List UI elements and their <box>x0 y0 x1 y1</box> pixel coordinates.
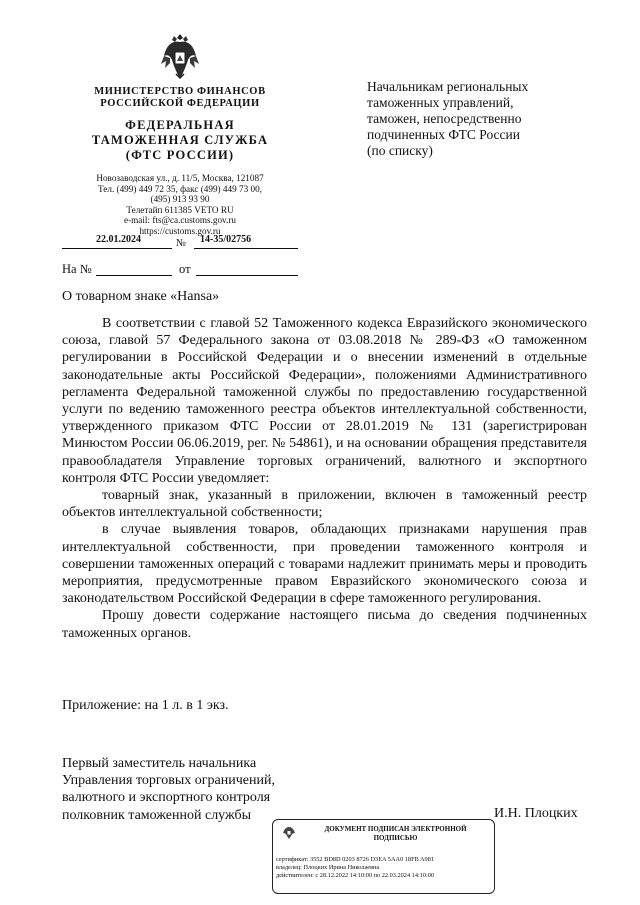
stamp-validity: действителен: с 28.12.2022 14:10:00 по 22.03.2024 14:10:00 <box>276 872 435 880</box>
ministry-line: МИНИСТЕРСТВО ФИНАНСОВ <box>94 86 266 97</box>
body-paragraph: товарный знак, указанный в приложении, включен в таможенный реестр объектов интеллектуальной собственности; <box>62 488 587 521</box>
reply-number-field <box>96 275 172 276</box>
reply-to-label: На № <box>62 262 92 276</box>
addressee-line: таможенных управлений, <box>367 95 514 110</box>
document-number: 14-35/02756 <box>200 234 252 245</box>
agency-line: ФЕДЕРАЛЬНАЯ <box>125 118 235 132</box>
agency-line: (ФТС РОССИИ) <box>125 148 235 162</box>
addressee-line: (по списку) <box>367 143 433 158</box>
addressee-line: таможен, непосредственно <box>367 111 522 126</box>
number-sign: № <box>176 238 187 249</box>
letterhead <box>62 30 298 237</box>
contact-phone: Тел. (499) 449 72 35, факс (499) 449 73 00, <box>98 183 262 194</box>
stamp-certificate: сертификат: 3552 BD8D 0203 8726 D3EA 5AA0 18FB A981 <box>276 856 434 863</box>
stamp-owner: владелец: Плоцких Ирина Николаевна <box>276 864 380 872</box>
contact-email: e-mail: fts@ca.customs.gov.ru <box>124 215 236 226</box>
reply-date-field <box>196 275 298 276</box>
agency-line: ТАМОЖЕННАЯ СЛУЖБА <box>91 133 269 147</box>
letter-subject: О товарном знаке «Hansa» <box>62 289 220 304</box>
signer-position-line: Управления торговых ограничений, <box>62 773 275 789</box>
electronic-signature-stamp <box>272 819 495 894</box>
ministry-line: РОССИЙСКОЙ ФЕДЕРАЦИИ <box>100 98 260 109</box>
addressee-block <box>367 79 607 159</box>
signer-position-line: Первый заместитель начальника <box>62 756 257 771</box>
attachment-note: Приложение: на 1 л. в 1 экз. <box>62 698 229 713</box>
signer-position <box>62 755 275 824</box>
body-paragraph: В соответствии с главой 52 Таможенного кодекса Евразийского экономического союза, главой 57 Федерального закона от 03.08.2018 № 289-ФЗ «О таможенном регулировании в Российской Федерации и о внесении изменений в отдельные законодательные акты Российской Федерации», положениями Административного регламента Федеральной таможенной службы по предоставлению государственной услуги по ведению таможенного реестра объектов интеллектуальной собственности, утвержденного приказом ФТС России от 28.01.2019 № 131 (зарегистрирован Минюстом России 06.06.2019, рег. № 54861), и на основании обращения представителя правообладателя Управление торговых ограничений, валютного и экспортного контроля ФТС России уведомляет: <box>62 316 587 486</box>
signer-position-line: валютного и экспортного контроля <box>62 790 271 806</box>
coat-of-arms-icon <box>160 30 200 82</box>
addressee-line: подчиненных ФТС России <box>367 127 520 142</box>
contact-teletype: Телетайп 611385 VETO RU <box>126 204 234 215</box>
stamp-title: ДОКУМЕНТ ПОДПИСАН ЭЛЕКТРОННОЙ ПОДПИСЬЮ <box>324 825 467 842</box>
contact-website: https://customs.gov.ru <box>139 225 221 236</box>
contact-phone-2: (495) 913 93 90 <box>150 194 210 205</box>
addressee-line: Начальникам региональных <box>367 79 529 94</box>
signer-position-line: полковник таможенной службы <box>62 807 252 823</box>
document-date: 22.01.2024 <box>96 234 141 245</box>
letter-body <box>62 315 587 642</box>
stamp-emblem-icon <box>281 825 297 841</box>
contact-address: Новозаводская ул., д. 11/5, Москва, 121087 <box>96 173 264 183</box>
body-paragraph: в случае выявления товаров, обладающих признаками нарушения прав интеллектуальной собственности, при проведении таможенного контроля и совершении таможенных операций с товарами надлежит принимать меры и проводить мероприятия, предусмотренные правом Евразийского экономического союза и законодательством Российской Федерации в сфере таможенного регулирования. <box>62 522 587 607</box>
number-underline <box>194 248 298 249</box>
date-underline <box>62 248 172 249</box>
body-paragraph: Прошу довести содержание настоящего письма до сведения подчиненных таможенных органов. <box>62 608 587 641</box>
from-label: от <box>179 262 191 276</box>
signer-name: И.Н. Плоцких <box>494 806 578 821</box>
